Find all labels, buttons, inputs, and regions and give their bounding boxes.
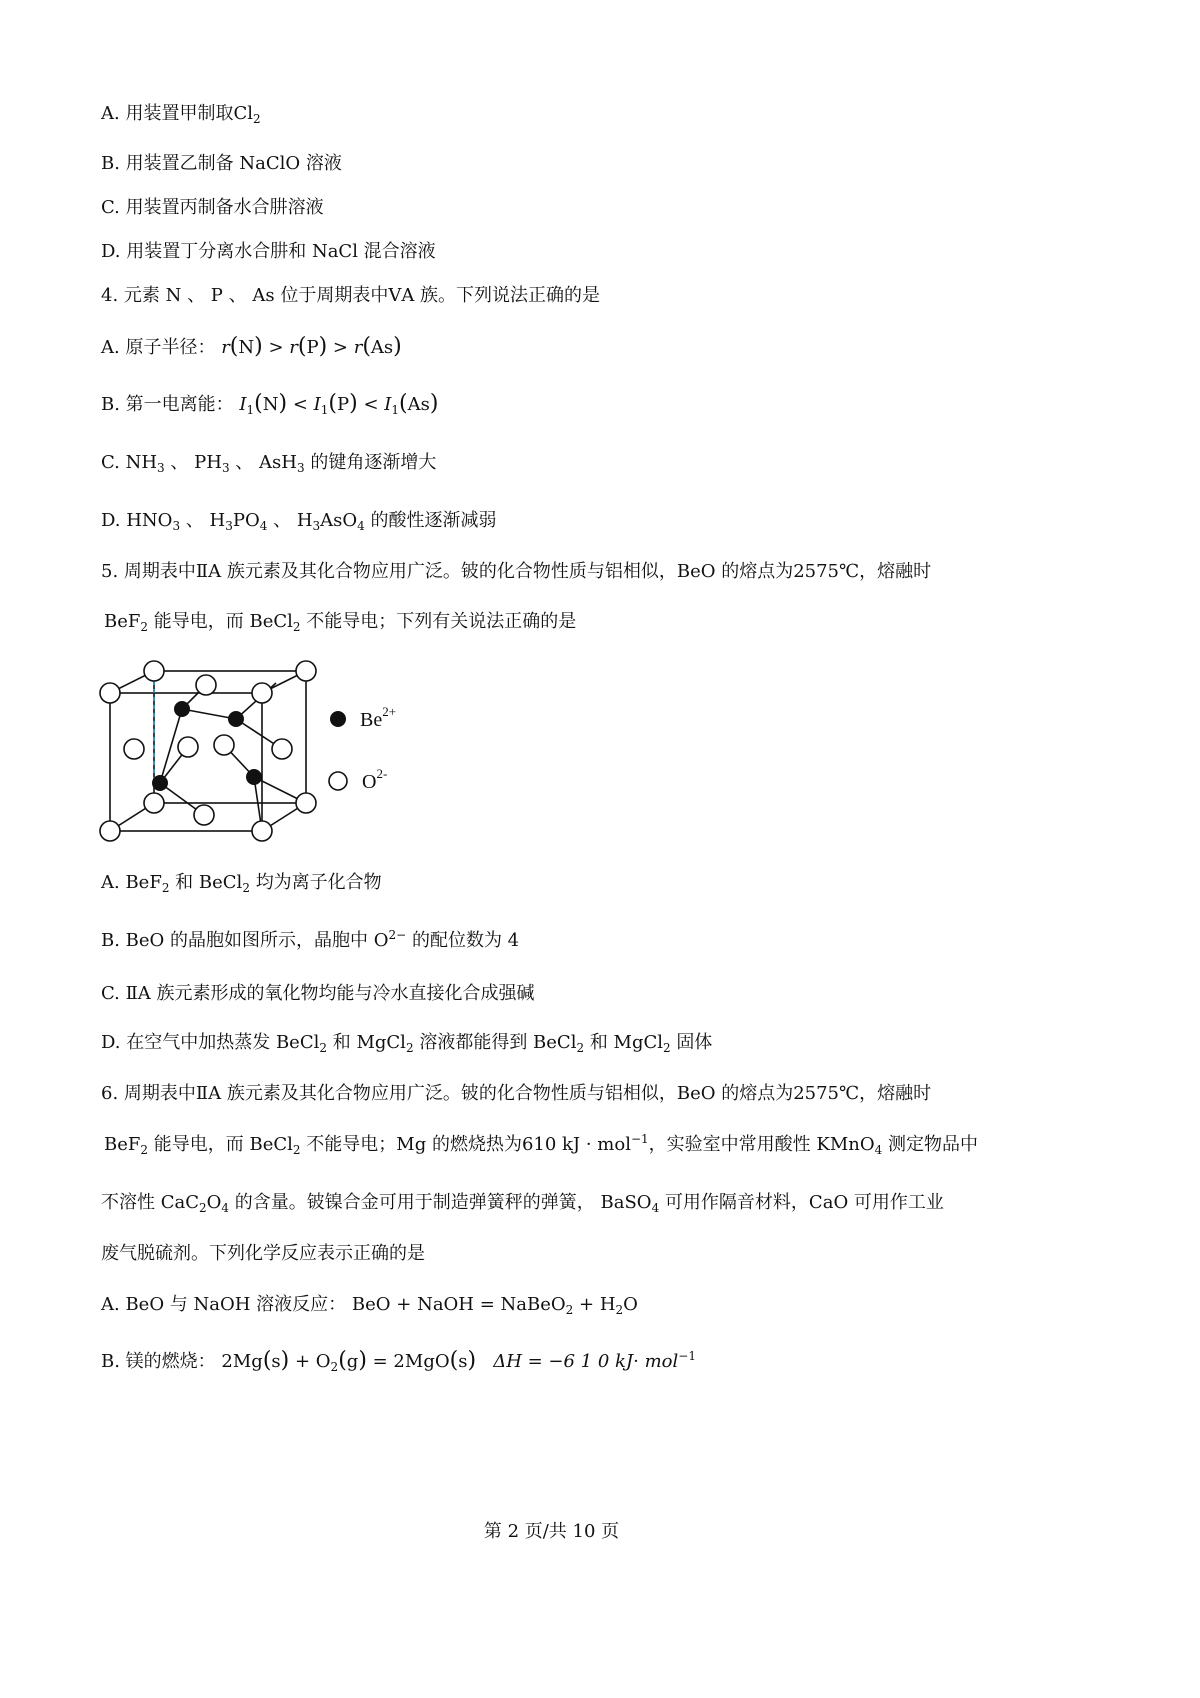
q5-option-c: C. ⅡA 族元素形成的氧化物均能与冷水直接化合成强碱 <box>101 983 535 1004</box>
beo-unit-cell-diagram <box>96 655 426 845</box>
q5-option-d: D. 在空气中加热蒸发 BeCl$_2$ 和 MgCl$_2$ 溶液都能得到 BeCl$_2$ 和 MgCl$_2$ 固体 <box>101 1032 713 1055</box>
q4-stem: 4. 元素 N 、 P 、 As 位于周期表中ⅤA 族。下列说法正确的是 <box>101 285 601 306</box>
q6-option-b: B. 镁的燃烧： $2Mg(s) + O_2(g) = 2MgO(s)$ ΔH = −6 1 0 kJ· mol$^{-1}$ <box>101 1348 696 1374</box>
q6-stem-line3: 不溶性 $CaC_2O_4$ 的含量。铍镍合金可用于制造弹簧秤的弹簧， BaSO$_4$ 可用作隔音材料，CaO 可用作工业 <box>101 1192 944 1215</box>
be2-ion <box>174 701 190 717</box>
legend-o-marker <box>329 772 347 790</box>
legend-be-marker <box>330 711 346 727</box>
q4-option-d: D. $HNO_3$ 、 $H_3PO_4$ 、 $H_3AsO_4$ 的酸性逐渐减弱 <box>101 510 497 533</box>
q5-option-a: A. BeF$_2$ 和 BeCl$_2$ 均为离子化合物 <box>101 872 382 895</box>
o2-ion <box>144 661 164 681</box>
q6-stem-line2: BeF$_2$ 能导电，而 BeCl$_2$ 不能导电；Mg 的燃烧热为610 kJ · mol$^{-1}$，实验室中常用酸性 KMnO$_4$ 测定物品中 <box>104 1132 978 1157</box>
q6-stem-line4: 废气脱硫剂。下列化学反应表示正确的是 <box>101 1243 425 1264</box>
be2-ion <box>246 769 262 785</box>
q5-option-b: B. BeO 的晶胞如图所示，晶胞中 $O^{2-}$ 的配位数为 4 <box>101 928 520 951</box>
legend-be-label: $Be^{2+}$ <box>360 704 397 731</box>
q4-option-b: B. 第一电离能： $I_1(N) < I_1(P) < I_1(As)$ <box>101 391 439 417</box>
q4-option-a: A. 原子半径： r(N) > r(P) > r(As) <box>101 334 402 359</box>
q4-option-c: C. $NH_3$ 、 $PH_3$ 、 AsH$_3$ 的键角逐渐增大 <box>101 452 437 475</box>
o2-ion <box>178 737 198 757</box>
page-number-footer: 第 2 页/共 10 页 <box>483 1521 620 1542</box>
q3-option-c: C. 用装置丙制备水合肼溶液 <box>101 197 324 218</box>
o2-ion <box>124 739 144 759</box>
q3-option-d: D. 用装置丁分离水合肼和 NaCl 混合溶液 <box>101 241 436 262</box>
o2-ion <box>296 661 316 681</box>
o2-ion <box>196 675 216 695</box>
o2-ion <box>144 793 164 813</box>
o2-ion <box>296 793 316 813</box>
q6-option-a: A. BeO 与 NaOH 溶液反应： BeO + NaOH = NaBeO$_2$ + $H_2O$ <box>101 1294 638 1317</box>
be2-ion <box>228 711 244 727</box>
q5-stem-line2: BeF$_2$ 能导电，而 BeCl$_2$ 不能导电；下列有关说法正确的是 <box>104 611 577 634</box>
o2-ion <box>194 805 214 825</box>
o2-ion <box>252 683 272 703</box>
o2-ion <box>100 821 120 841</box>
o2-ion <box>100 683 120 703</box>
o2-ion <box>272 739 292 759</box>
o2-ion <box>214 735 234 755</box>
q3-option-b: B. 用装置乙制备 NaClO 溶液 <box>101 153 342 174</box>
legend-o-label: $O^{2-}$ <box>362 766 388 793</box>
q6-stem-line1: 6. 周期表中ⅡA 族元素及其化合物应用广泛。铍的化合物性质与铝相似，BeO 的熔点为2575℃，熔融时 <box>101 1083 932 1104</box>
q3-option-a: A. 用装置甲制取$Cl_2$ <box>101 103 261 126</box>
q5-stem-line1: 5. 周期表中ⅡA 族元素及其化合物应用广泛。铍的化合物性质与铝相似，BeO 的熔点为2575℃，熔融时 <box>101 561 932 582</box>
be2-ion <box>152 775 168 791</box>
o2-ion <box>252 821 272 841</box>
